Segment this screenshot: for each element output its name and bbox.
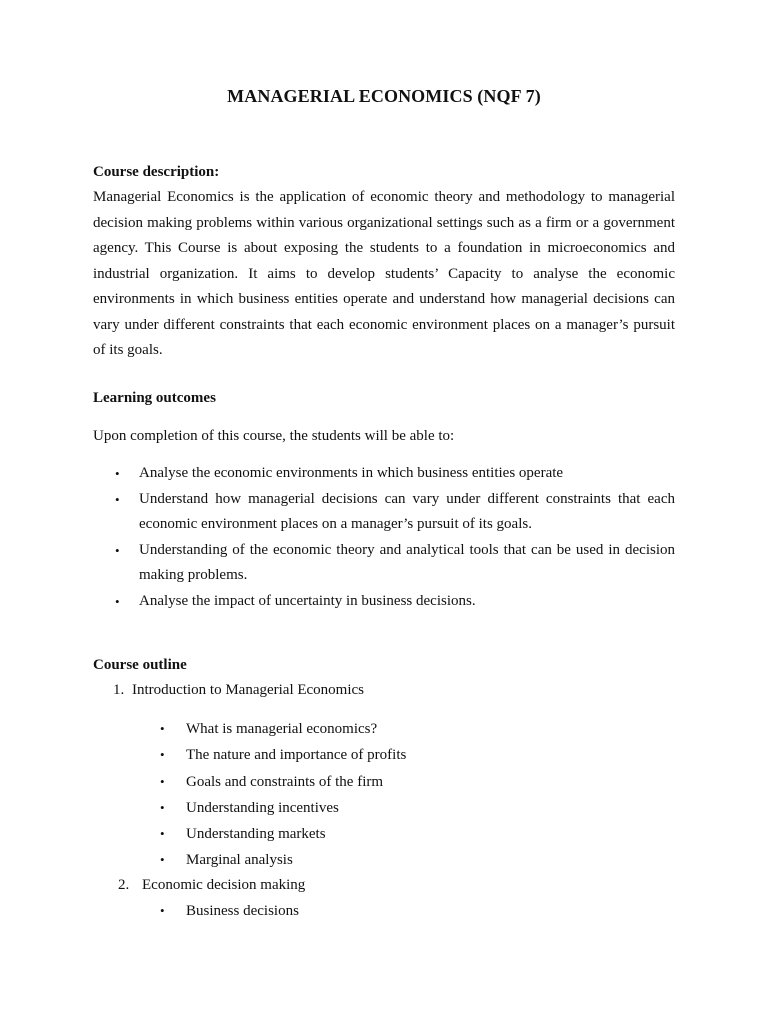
outline-section-2-items xyxy=(160,898,299,924)
course-outline-heading: Course outline xyxy=(93,657,187,673)
bullet-icon: • xyxy=(160,826,165,842)
learning-outcomes-heading: Learning outcomes xyxy=(93,390,216,406)
outline-item-text: Understanding markets xyxy=(186,826,326,843)
outline-section-number: 2. xyxy=(118,877,130,893)
learning-outcome-text: Analyse the economic environments in which business entities operate xyxy=(139,465,564,481)
list-item xyxy=(160,847,406,873)
learning-outcomes-list xyxy=(93,461,675,614)
list-item xyxy=(93,487,675,538)
outline-section-number: 1. xyxy=(113,682,125,698)
bullet-icon: • xyxy=(160,799,165,815)
list-item xyxy=(160,716,406,742)
list-item xyxy=(160,821,406,847)
bullet-icon: • xyxy=(160,903,165,918)
bullet-icon: • xyxy=(115,593,120,609)
bullet-icon: • xyxy=(115,491,120,507)
list-item xyxy=(93,461,675,487)
list-item xyxy=(160,795,406,821)
outline-item-text: Marginal analysis xyxy=(186,852,293,869)
learning-outcomes-intro: Upon completion of this course, the students will be able to: xyxy=(93,428,455,444)
outline-section-title: Introduction to Managerial Economics xyxy=(132,682,365,698)
list-item xyxy=(160,742,406,768)
list-item xyxy=(160,769,406,795)
outline-section-2 xyxy=(118,877,305,894)
bullet-icon: • xyxy=(160,852,165,868)
list-item xyxy=(93,589,675,615)
bullet-icon: • xyxy=(160,773,165,789)
learning-outcome-text: Analyse the impact of uncertainty in business decisions. xyxy=(139,592,476,609)
bullet-icon: • xyxy=(160,747,165,763)
outline-item-text: The nature and importance of profits xyxy=(186,747,407,764)
course-description-text: Managerial Economics is the application of economic theory and methodology to managerial decision making problems within various organizational settings such as a firm or a government agency. This Course is about exposing the students to a foundation in microeconomics and industrial organization. It aims to develop students’ Capacity to analyse the economic environments in which business entities operate and understand how managerial decisions can vary under different constraints that each economic environment places on a manager’s pursuit of its goals. xyxy=(93,189,675,358)
learning-outcome-text: Understand how managerial decisions can vary under different constraints that each economic environment places on a manager’s pursuit of its goals. xyxy=(139,490,675,532)
course-description-heading: Course description: xyxy=(93,164,220,180)
learning-outcome-text: Understanding of the economic theory and analytical tools that can be used in decision making problems. xyxy=(139,541,675,583)
outline-item-text: What is managerial economics? xyxy=(186,721,378,737)
list-item xyxy=(93,538,675,589)
list-item xyxy=(160,898,299,924)
outline-section-title: Economic decision making xyxy=(142,877,306,893)
outline-section-1-items xyxy=(160,716,406,874)
outline-item-text: Business decisions xyxy=(186,903,299,919)
bullet-icon: • xyxy=(160,721,165,736)
page-title: MANAGERIAL ECONOMICS (NQF 7) xyxy=(227,86,541,106)
bullet-icon: • xyxy=(115,542,120,558)
bullet-icon: • xyxy=(115,466,120,481)
outline-item-text: Goals and constraints of the firm xyxy=(186,773,384,790)
outline-item-text: Understanding incentives xyxy=(186,799,339,816)
outline-section-1 xyxy=(113,682,364,699)
